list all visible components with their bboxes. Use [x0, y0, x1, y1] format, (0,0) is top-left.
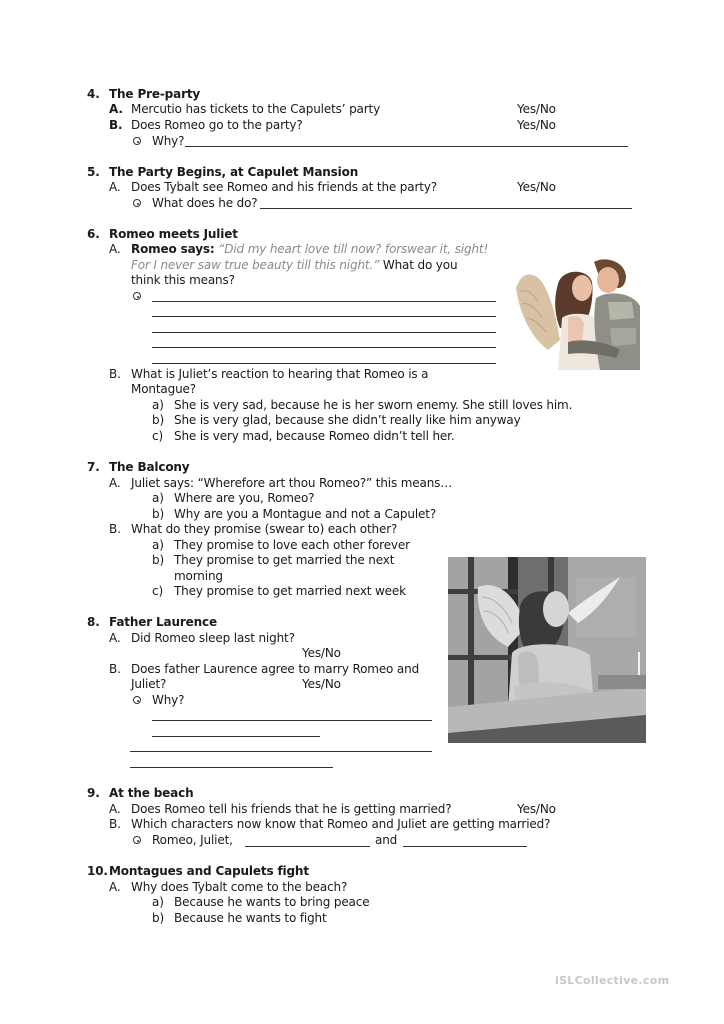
question-label: B. — [109, 367, 121, 381]
question-label: B. — [109, 522, 121, 536]
question-label: A. — [109, 242, 121, 256]
quote-line-1: “Did my heart love till now? forswear it, sight! — [218, 242, 489, 256]
question-text: Does Tybalt see Romeo and his friends at the party? — [131, 180, 437, 194]
option-label[interactable]: b) — [152, 507, 164, 521]
option-label[interactable]: a) — [152, 538, 164, 552]
section-title: At the beach — [109, 786, 194, 800]
answer-line[interactable] — [152, 736, 320, 737]
answer-line[interactable] — [185, 146, 628, 147]
option-text[interactable]: Because he wants to bring peace — [174, 895, 370, 909]
question-text: Juliet says: “Wherefore art thou Romeo?” this means… — [131, 476, 453, 490]
option-label[interactable]: a) — [152, 491, 164, 505]
section-title: The Balcony — [109, 460, 190, 474]
answer-line[interactable] — [152, 301, 496, 302]
question-line-1 — [131, 242, 488, 257]
romeo-juliet-kiss-photo — [512, 258, 640, 370]
answer-line[interactable] — [152, 720, 432, 721]
option-label[interactable]: b) — [152, 911, 164, 925]
section-number: 4. — [87, 87, 100, 101]
answer-line[interactable] — [130, 751, 432, 752]
section-title: The Pre-party — [109, 87, 201, 101]
circle-bullet-icon — [133, 199, 141, 207]
option-text[interactable]: They promise to get married the next — [174, 553, 395, 567]
question-label: A. — [109, 802, 121, 816]
question-label: A. — [109, 180, 121, 194]
section-title: Romeo meets Juliet — [109, 227, 238, 241]
question-text: What is Juliet’s reaction to hearing that Romeo is a — [131, 367, 429, 381]
answer-line[interactable] — [152, 347, 496, 348]
question-label: B. — [109, 662, 121, 676]
option-label[interactable]: a) — [152, 895, 164, 909]
quote-line-2: For I never saw true beauty till this night.” — [131, 258, 380, 272]
option-label[interactable]: c) — [152, 429, 163, 443]
question-tail: What do you — [382, 258, 458, 272]
answer-line[interactable] — [130, 767, 333, 768]
section-number: 6. — [87, 227, 100, 241]
question-text: What do they promise (swear to) each other? — [131, 522, 398, 536]
question-text: Does Romeo go to the party? — [131, 118, 303, 132]
question-label: A. — [109, 476, 121, 490]
option-text[interactable]: Where are you, Romeo? — [174, 491, 315, 505]
question-text: Mercutio has tickets to the Capulets’ party — [131, 102, 381, 116]
section-title: Montagues and Capulets fight — [109, 864, 309, 878]
yes-no-answer[interactable]: Yes/No — [517, 180, 556, 194]
option-label[interactable]: b) — [152, 413, 164, 427]
question-label: A. — [109, 880, 121, 894]
section-number: 7. — [87, 460, 100, 474]
watermark: iSLCollective.com — [555, 974, 670, 987]
yes-no-answer[interactable]: Yes/No — [517, 118, 556, 132]
question-text: Does father Laurence agree to marry Romeo and — [131, 662, 420, 676]
yes-no-answer[interactable]: Yes/No — [302, 646, 341, 660]
yes-no-answer[interactable]: Yes/No — [517, 802, 556, 816]
circle-bullet-icon — [133, 137, 141, 145]
option-label[interactable]: a) — [152, 398, 164, 412]
option-text[interactable]: They promise to get married next week — [174, 584, 406, 598]
option-text-cont[interactable]: morning — [174, 569, 223, 583]
option-text[interactable]: She is very mad, because Romeo didn’t tell her. — [174, 429, 455, 443]
question-line-2 — [131, 258, 457, 273]
yes-no-answer[interactable]: Yes/No — [517, 102, 556, 116]
prompt-text: Why? — [152, 693, 185, 707]
answer-line[interactable] — [245, 846, 370, 847]
question-label: A. — [109, 631, 121, 645]
option-text[interactable]: She is very sad, because he is her sworn enemy. She still loves him. — [174, 398, 573, 412]
question-label: B. — [109, 118, 123, 132]
section-number: 10. — [87, 864, 108, 878]
question-text-cont: Juliet? — [131, 677, 167, 691]
fill-prefix: Romeo, Juliet, — [152, 833, 233, 847]
section-number: 8. — [87, 615, 100, 629]
option-text[interactable]: She is very glad, because she didn’t really like him anyway — [174, 413, 521, 427]
section-number: 5. — [87, 165, 100, 179]
section-title: Father Laurence — [109, 615, 217, 629]
answer-line[interactable] — [260, 208, 632, 209]
option-label[interactable]: c) — [152, 584, 163, 598]
fill-and: and — [375, 833, 398, 847]
yes-no-answer[interactable]: Yes/No — [302, 677, 341, 691]
question-line-3: think this means? — [131, 273, 235, 287]
speaker-label: Romeo says: — [131, 242, 215, 256]
question-label: A. — [109, 102, 123, 116]
circle-bullet-icon — [133, 836, 141, 844]
prompt-text: What does he do? — [152, 196, 258, 210]
circle-bullet-icon — [133, 696, 141, 704]
question-text: Why does Tybalt come to the beach? — [131, 880, 348, 894]
answer-line[interactable] — [152, 332, 496, 333]
answer-line[interactable] — [403, 846, 527, 847]
question-label: B. — [109, 817, 121, 831]
answer-line[interactable] — [152, 363, 496, 364]
option-label[interactable]: b) — [152, 553, 164, 567]
circle-bullet-icon — [133, 292, 141, 300]
question-text: Does Romeo tell his friends that he is getting married? — [131, 802, 452, 816]
section-title: The Party Begins, at Capulet Mansion — [109, 165, 359, 179]
section-number: 9. — [87, 786, 100, 800]
option-text[interactable]: They promise to love each other forever — [174, 538, 410, 552]
question-text: Which characters now know that Romeo and Juliet are getting married? — [131, 817, 551, 831]
option-text[interactable]: Because he wants to fight — [174, 911, 327, 925]
juliet-balcony-photo — [448, 557, 646, 743]
option-text[interactable]: Why are you a Montague and not a Capulet? — [174, 507, 437, 521]
prompt-text: Why? — [152, 134, 185, 148]
question-text-cont: Montague? — [131, 382, 196, 396]
question-text: Did Romeo sleep last night? — [131, 631, 295, 645]
answer-line[interactable] — [152, 316, 496, 317]
